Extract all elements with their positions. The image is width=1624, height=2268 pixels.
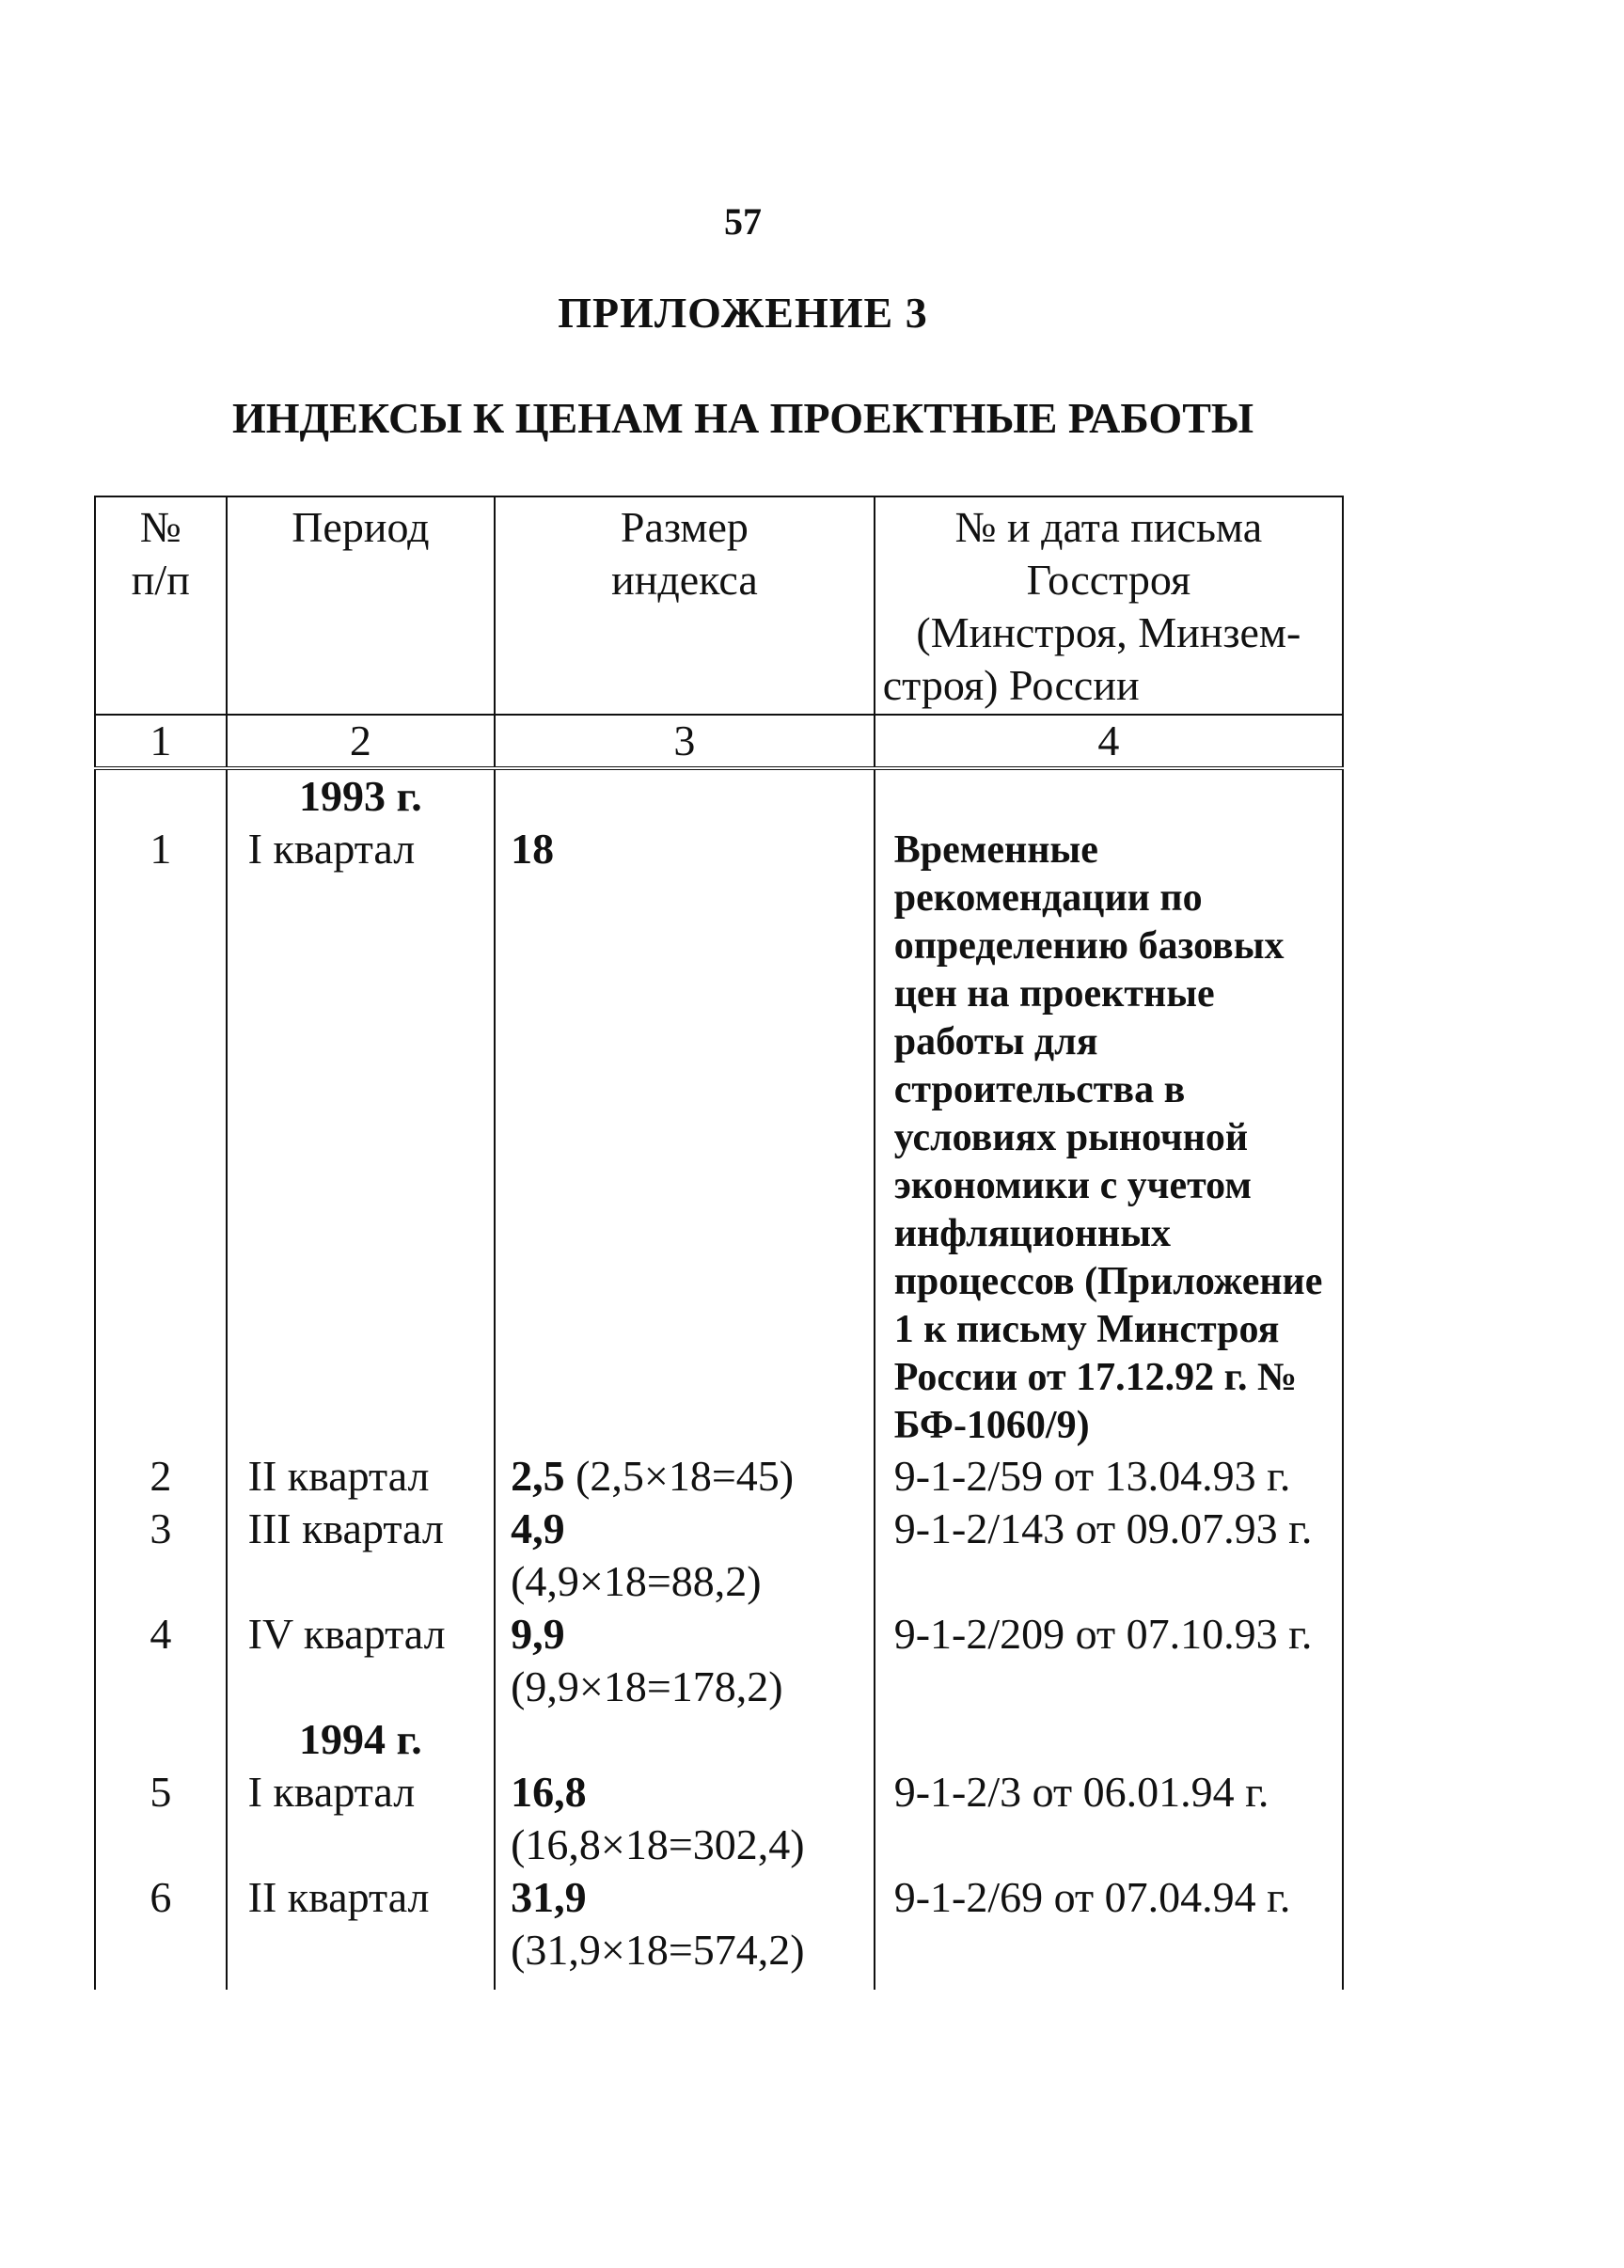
row-index	[495, 1608, 875, 1713]
index-calculation: (16,8×18=302,4)	[511, 1820, 805, 1868]
row-period: II квартал	[227, 1450, 495, 1503]
row-index	[495, 1871, 875, 1977]
column-number-3: 3	[495, 715, 875, 768]
row-period: I квартал	[227, 823, 495, 1450]
header-row	[95, 496, 1343, 715]
row-period: II квартал	[227, 1871, 495, 1977]
header-period	[227, 496, 495, 715]
document-title: ИНДЕКСЫ К ЦЕНАМ НА ПРОЕКТНЫЕ РАБОТЫ	[231, 394, 1254, 442]
index-value: 2,5	[511, 1452, 565, 1500]
year-row-1993	[95, 768, 1343, 823]
header-num-line2: п/п	[131, 556, 190, 604]
row-number: 3	[95, 1503, 227, 1608]
header-index	[495, 496, 875, 715]
price-index-table	[94, 496, 1344, 1990]
row-index	[495, 1766, 875, 1871]
row-number: 5	[95, 1766, 227, 1871]
column-number-row	[95, 715, 1343, 768]
index-value: 4,9	[511, 1504, 565, 1552]
row-number: 2	[95, 1450, 227, 1503]
year-label: 1994 г.	[227, 1713, 495, 1766]
header-period-label: Период	[292, 503, 430, 551]
year-label: 1993 г.	[227, 768, 495, 823]
table-row	[95, 1503, 1343, 1608]
row-letter: 9-1-2/69 от 07.04.94 г.	[875, 1871, 1343, 1977]
index-value: 31,9	[511, 1873, 587, 1921]
header-letter-line1: № и дата письма	[954, 503, 1263, 551]
header-letter-line2: Госстроя	[1026, 556, 1191, 604]
row-index	[495, 1450, 875, 1503]
index-calculation: (2,5×18=45)	[575, 1452, 795, 1500]
column-number-2: 2	[227, 715, 495, 768]
table-row	[95, 1608, 1343, 1713]
row-number: 4	[95, 1608, 227, 1713]
index-calculation: (9,9×18=178,2)	[511, 1662, 783, 1710]
row-letter: 9-1-2/209 от 07.10.93 г.	[875, 1608, 1343, 1713]
row-letter: 9-1-2/59 от 13.04.93 г.	[875, 1450, 1343, 1503]
header-letter-line4: строя) России	[882, 661, 1140, 709]
header-num-line1: №	[139, 503, 181, 551]
header-num	[95, 496, 227, 715]
row-letter: Временные рекомендации по определению базовых цен на проектные работы для строительства в условиях рыночной экономики с учетом инфляционных процессов (Приложение 1 к письму Минстроя России от 17.12.92 г. № БФ-1060/9)	[875, 823, 1343, 1450]
row-number: 1	[95, 823, 227, 1450]
table-continuation	[95, 1977, 1343, 1990]
index-calculation: (4,9×18=88,2)	[511, 1557, 762, 1605]
header-index-line2: индекса	[611, 556, 758, 604]
table-row	[95, 1450, 1343, 1503]
price-index-table-container	[94, 496, 1344, 1974]
table-row	[95, 823, 1343, 1450]
index-value: 16,8	[511, 1768, 587, 1816]
row-letter: 9-1-2/3 от 06.01.94 г.	[875, 1766, 1343, 1871]
row-period: III квартал	[227, 1503, 495, 1608]
table-row	[95, 1766, 1343, 1871]
table-row	[95, 1871, 1343, 1977]
index-calculation: (31,9×18=574,2)	[511, 1926, 805, 1974]
row-number: 6	[95, 1871, 227, 1977]
column-number-1: 1	[95, 715, 227, 768]
appendix-heading: ПРИЛОЖЕНИЕ 3	[558, 289, 928, 337]
header-letter	[875, 496, 1343, 715]
page-number: 57	[724, 200, 762, 243]
header-index-line1: Размер	[620, 503, 749, 551]
row-index	[495, 823, 875, 1450]
header-letter-line3: (Минстроя, Минзем-	[916, 608, 1301, 656]
row-letter: 9-1-2/143 от 09.07.93 г.	[875, 1503, 1343, 1608]
index-value: 9,9	[511, 1610, 565, 1658]
row-index	[495, 1503, 875, 1608]
row-period: IV квартал	[227, 1608, 495, 1713]
year-row-1994	[95, 1713, 1343, 1766]
row-period: I квартал	[227, 1766, 495, 1871]
column-number-4: 4	[875, 715, 1343, 768]
index-value: 18	[511, 825, 555, 873]
